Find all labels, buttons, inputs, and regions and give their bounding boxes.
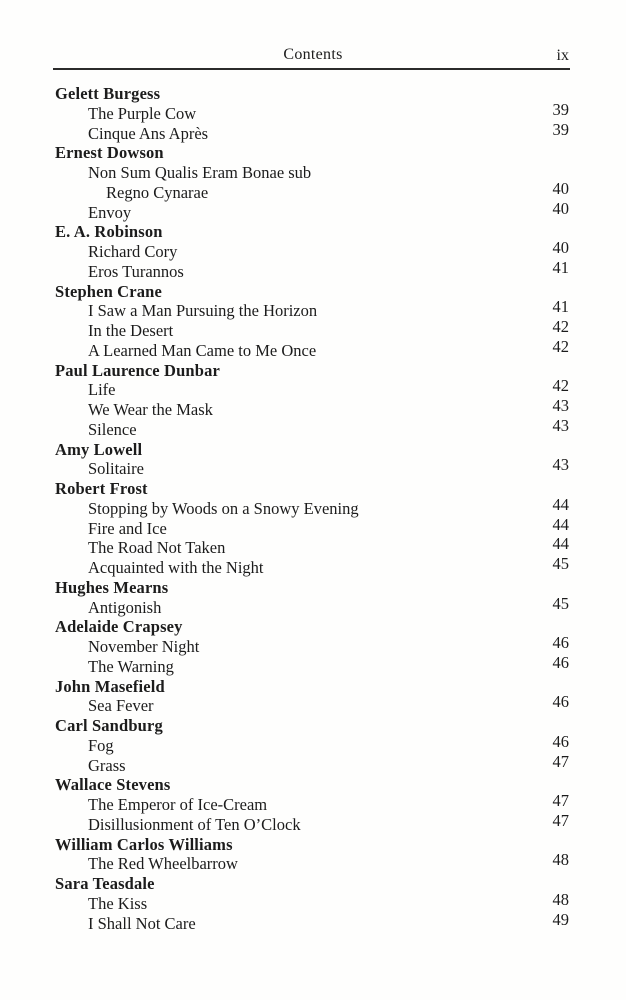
toc-entry-row bbox=[0, 317, 626, 341]
poem-title: Non Sum Qualis Eram Bonae sub bbox=[88, 163, 312, 182]
toc-entry-row bbox=[0, 889, 626, 914]
toc-author-row bbox=[0, 775, 626, 795]
page-number: 44 bbox=[552, 534, 569, 554]
page-number: 48 bbox=[552, 850, 569, 870]
page-number: 46 bbox=[552, 731, 569, 751]
page-number: 41 bbox=[552, 257, 569, 277]
author-name: Stephen Crane bbox=[55, 281, 162, 301]
toc-entry-row bbox=[0, 850, 626, 874]
toc-author-row bbox=[0, 716, 626, 736]
toc-entry-row bbox=[0, 494, 626, 519]
author-name: Sara Teasdale bbox=[55, 874, 155, 893]
toc-entry-row bbox=[0, 909, 626, 934]
toc-entry-row bbox=[0, 376, 626, 400]
toc-entry-row bbox=[0, 554, 626, 578]
poem-title: Grass bbox=[88, 755, 126, 775]
poem-title: Disillusionment of Ten O’Clock bbox=[88, 814, 301, 834]
poem-title: Fire and Ice bbox=[88, 518, 167, 538]
poem-title: In the Desert bbox=[88, 321, 174, 340]
page-number: 49 bbox=[552, 909, 569, 929]
toc-entry-row bbox=[0, 810, 626, 835]
page-number: 43 bbox=[552, 396, 569, 415]
folio-number: ix bbox=[556, 47, 569, 64]
author-name: Paul Laurence Dunbar bbox=[55, 360, 220, 380]
toc-entry-row bbox=[0, 163, 626, 183]
poem-title: I Shall Not Care bbox=[88, 913, 196, 933]
toc-entry-row bbox=[0, 731, 626, 756]
author-name: John Masefield bbox=[55, 676, 165, 696]
author-name: Wallace Stevens bbox=[55, 775, 171, 795]
page-number: 44 bbox=[552, 494, 569, 514]
toc-author-row bbox=[0, 84, 626, 104]
page-number: 43 bbox=[552, 415, 569, 435]
poem-title: Eros Turannos bbox=[88, 261, 184, 281]
toc-entry-row bbox=[0, 198, 626, 223]
poem-title: November Night bbox=[88, 637, 200, 656]
poem-title: Solitaire bbox=[88, 459, 144, 479]
author-name: William Carlos Williams bbox=[55, 834, 233, 854]
toc-entry-row bbox=[0, 119, 626, 144]
page-number: 39 bbox=[552, 99, 569, 119]
page-title: Contents bbox=[283, 46, 343, 63]
toc-entry-row bbox=[0, 178, 626, 203]
page-number: 48 bbox=[552, 889, 569, 909]
page-number: 46 bbox=[552, 652, 569, 672]
poem-title: The Kiss bbox=[88, 893, 148, 913]
poem-title: Sea Fever bbox=[88, 696, 154, 716]
page-number: 47 bbox=[552, 751, 569, 771]
poem-title: Cinque Ans Après bbox=[88, 123, 209, 143]
toc-entry-row bbox=[0, 396, 626, 420]
toc-entry-row bbox=[0, 455, 626, 479]
page-number: 42 bbox=[552, 317, 569, 336]
toc-author-row bbox=[0, 222, 626, 242]
page-number: 39 bbox=[552, 119, 569, 139]
header-rule bbox=[53, 68, 570, 70]
toc-entry-row bbox=[0, 297, 626, 321]
toc-entry-row bbox=[0, 257, 626, 282]
poem-title: The Emperor of Ice-Cream bbox=[88, 795, 268, 814]
author-name: Adelaide Crapsey bbox=[55, 617, 183, 637]
toc-author-row bbox=[0, 440, 626, 460]
toc-author-row bbox=[0, 874, 626, 894]
toc-entry-row bbox=[0, 633, 626, 657]
page-number: 40 bbox=[552, 178, 569, 198]
page-number: 43 bbox=[552, 455, 569, 475]
page-number: 46 bbox=[552, 692, 569, 712]
page-number: 40 bbox=[552, 238, 569, 257]
poem-title: Silence bbox=[88, 419, 137, 439]
toc-entry-row bbox=[0, 652, 626, 677]
poem-title: We Wear the Mask bbox=[88, 400, 213, 419]
toc-author-row bbox=[0, 143, 626, 163]
toc-author-row bbox=[0, 361, 626, 381]
page-number: 40 bbox=[552, 198, 569, 218]
toc-entry-row bbox=[0, 751, 626, 776]
author-name: Ernest Dowson bbox=[55, 143, 164, 163]
toc-entry-row bbox=[0, 514, 626, 539]
poem-title: Acquainted with the Night bbox=[88, 558, 264, 577]
toc-entry-row bbox=[0, 238, 626, 262]
author-name: E. A. Robinson bbox=[55, 222, 163, 242]
page-number: 45 bbox=[552, 554, 569, 573]
poem-title: A Learned Man Came to Me Once bbox=[88, 340, 317, 360]
page-number: 47 bbox=[552, 810, 569, 830]
poem-title: Life bbox=[88, 380, 116, 400]
poem-title: Envoy bbox=[88, 202, 132, 222]
poem-title: The Road Not Taken bbox=[88, 538, 226, 558]
poem-title: The Warning bbox=[88, 656, 174, 676]
toc-entry-row bbox=[0, 593, 626, 618]
page-number: 45 bbox=[552, 593, 569, 613]
toc-author-row bbox=[0, 677, 626, 697]
page-number: 41 bbox=[552, 297, 569, 317]
author-name: Robert Frost bbox=[55, 479, 148, 498]
poem-title: Fog bbox=[88, 735, 114, 755]
poem-title: The Purple Cow bbox=[88, 103, 197, 123]
toc-list bbox=[0, 84, 626, 933]
page-number: 47 bbox=[552, 791, 569, 810]
toc-entry-row bbox=[0, 791, 626, 815]
poem-title: Richard Cory bbox=[88, 242, 178, 261]
poem-title: The Red Wheelbarrow bbox=[88, 854, 238, 874]
poem-title: Stopping by Woods on a Snowy Evening bbox=[88, 498, 359, 518]
author-name: Carl Sandburg bbox=[55, 716, 163, 735]
author-name: Gelett Burgess bbox=[55, 84, 161, 103]
poem-title: I Saw a Man Pursuing the Horizon bbox=[88, 301, 318, 321]
toc-author-row bbox=[0, 617, 626, 637]
toc-entry-row bbox=[0, 336, 626, 361]
toc-entry-row bbox=[0, 692, 626, 716]
toc-entry-row bbox=[0, 534, 626, 558]
toc-author-row bbox=[0, 578, 626, 598]
author-name: Amy Lowell bbox=[55, 439, 143, 459]
toc-entry-row bbox=[0, 415, 626, 440]
page-number: 46 bbox=[552, 633, 569, 652]
page-number: 42 bbox=[552, 336, 569, 356]
author-name: Hughes Mearns bbox=[55, 577, 169, 597]
toc-author-row bbox=[0, 479, 626, 499]
toc-entry-row bbox=[0, 99, 626, 124]
poem-title: Regno Cynarae bbox=[106, 182, 209, 202]
page-number: 42 bbox=[552, 376, 569, 396]
toc-author-row bbox=[0, 835, 626, 855]
page-number: 44 bbox=[552, 514, 569, 534]
poem-title: Antigonish bbox=[88, 597, 162, 617]
toc-author-row bbox=[0, 282, 626, 302]
